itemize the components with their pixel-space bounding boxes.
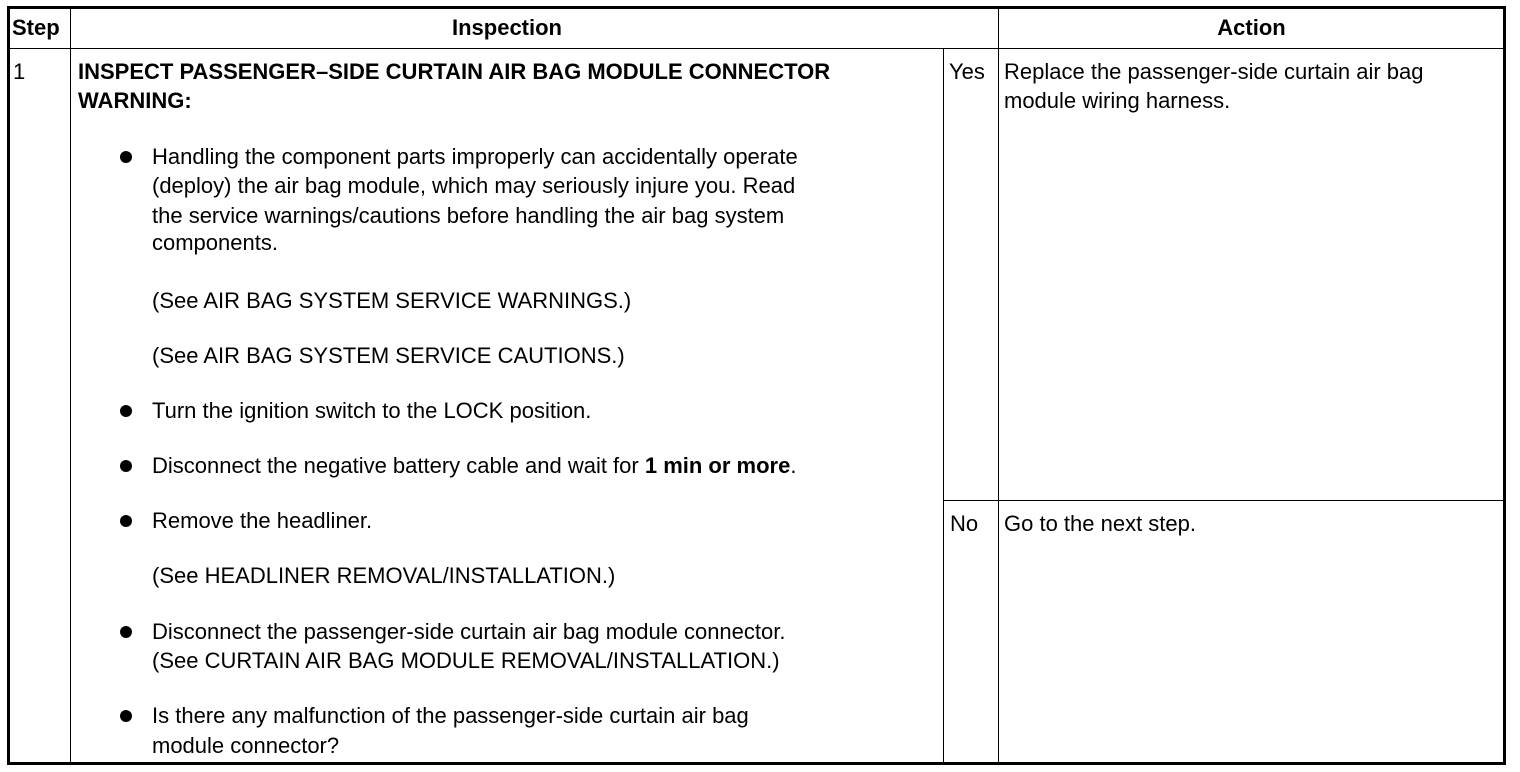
no-label: No xyxy=(950,511,979,536)
yes-no-divider xyxy=(943,500,1506,501)
see-headliner-reference: (See HEADLINER REMOVAL/INSTALLATION.) xyxy=(152,563,616,588)
battery-text: Disconnect the negative battery cable and wait for xyxy=(152,453,645,478)
column-divider-yesno xyxy=(943,48,944,765)
bullet-text-question: Is there any malfunction of the passenger-side curtain air bag xyxy=(152,703,749,728)
battery-wait-time: 1 min or more xyxy=(644,453,791,478)
step-number: 1 xyxy=(13,59,26,84)
header-step: Step xyxy=(12,15,60,40)
yes-action-cont: module wiring harness. xyxy=(1004,88,1231,113)
yes-label: Yes xyxy=(949,59,985,84)
bullet-text-battery xyxy=(152,451,796,480)
header-action: Action xyxy=(1217,15,1286,40)
column-divider-action xyxy=(998,6,999,765)
bullet-icon xyxy=(120,515,132,527)
no-action: Go to the next step. xyxy=(1004,511,1197,536)
inspection-title: INSPECT PASSENGER–SIDE CURTAIN AIR BAG MODULE CONNECTOR xyxy=(78,59,831,84)
column-divider-step xyxy=(70,6,71,765)
warning-label: WARNING: xyxy=(78,88,192,113)
bullet-text-handling-cont: components. xyxy=(152,230,278,255)
bullet-icon xyxy=(120,626,132,638)
bullet-text-headliner: Remove the headliner. xyxy=(152,508,373,533)
bullet-text-disconnect: Disconnect the passenger-side curtain air bag module connector. xyxy=(152,619,786,644)
yes-action: Replace the passenger-side curtain air bag xyxy=(1004,59,1424,84)
bullet-text-ignition: Turn the ignition switch to the LOCK position. xyxy=(152,398,592,423)
bullet-text-handling-cont: the service warnings/cautions before handling the air bag system xyxy=(152,203,785,228)
bullet-text-handling: Handling the component parts improperly can accidentally operate xyxy=(152,144,798,169)
header-inspection: Inspection xyxy=(451,15,562,40)
bullet-text-question-cont: module connector? xyxy=(152,733,340,758)
see-cautions-reference: (See AIR BAG SYSTEM SERVICE CAUTIONS.) xyxy=(152,343,625,368)
battery-text-end: . xyxy=(790,453,797,478)
see-curtain-reference: (See CURTAIN AIR BAG MODULE REMOVAL/INSTALLATION.) xyxy=(152,648,780,673)
bullet-icon xyxy=(120,405,132,417)
bullet-icon xyxy=(120,460,132,472)
bullet-text-handling-cont: (deploy) the air bag module, which may seriously injure you. Read xyxy=(152,173,796,198)
bullet-icon xyxy=(120,151,132,163)
bullet-icon xyxy=(120,710,132,722)
see-warnings-reference: (See AIR BAG SYSTEM SERVICE WARNINGS.) xyxy=(152,288,632,313)
